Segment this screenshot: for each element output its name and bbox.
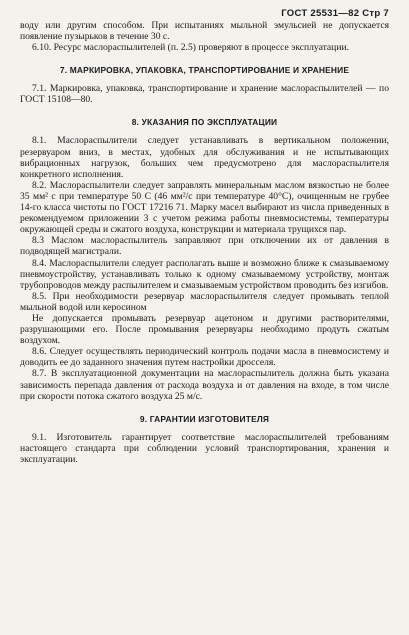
section-7-title: 7. МАРКИРОВКА, УПАКОВКА, ТРАНСПОРТИРОВАНИЕ И ХРАНЕНИЕ bbox=[59, 65, 350, 76]
section-8-title: 8. УКАЗАНИЯ ПО ЭКСПЛУАТАЦИИ bbox=[131, 117, 278, 128]
paragraph-7-1: 7.1. Маркировка, упаковка, транспортирование и хранение маслораспылителей — по ГОСТ 15108—80. bbox=[20, 83, 389, 106]
paragraph-8-1: 8.1. Маслораспылители следует устанавливать в вертикальном положении, резервуаром вниз, в местах, удобных для обслуживания и не испытывающих вибрационных нагрузок, больших чем предусмотрено для маслораспылителя конкретного исполнения. bbox=[20, 135, 389, 180]
paragraph-8-5-note: Не допускается промывать резервуар ацетоном и другими растворителями, разрушающими его. После промывания резервуары необходимо продуть сжатым воздухом. bbox=[20, 312, 389, 347]
paragraph-8-5: 8.5. При необходимости резервуар маслораспылителя следует промывать теплой мыльной водой или керосином bbox=[20, 290, 389, 313]
paragraph-8-2: 8.2. Маслораспылители следует заправлять минеральным маслом вязкостью не более 35 мм² с при температуре 50 С (46 мм²/с при температуре 40°С), очищенным не грубее 14-го класса чистоты по ГОСТ 17216 71. Марку масел выбирают из числа приведенных в рекомендуемом приложении 3 с учетом режима работы пневмосистемы, температуры окружающей среды и сжатого воздуха, конструкции и материала трущихся пар. bbox=[20, 179, 389, 236]
paragraph-8-7: 8.7. В эксплуатационной документации на маслораспылитель должна быть указана зависимость перепада давления от расхода воздуха и от давления на входе, в том числе при скорости потока сжатого воздуха 25 м/с. bbox=[20, 368, 389, 402]
paragraph-8-3: 8.3 Маслом маслораспылитель заправляют при отключении их от давления в подводящей магистрали. bbox=[20, 235, 389, 258]
paragraph-8-6: 8.6. Следует осуществлять периодический контроль подачи масла в пневмосистему и доводить ее до заданного значения путем настройки дросселя. bbox=[20, 346, 389, 369]
paragraph-6-9-end: воду или другим способом. При испытаниях мыльной эмульсией не допускается появление пузырьков в течение 30 с. bbox=[20, 20, 389, 43]
paragraph-8-4: 8.4. Маслораспылители следует располагать выше и возможно ближе к смазываемому пневмоустройству, устанавливать только к одному смазываемому устройству, монтаж трубопроводов между распылителем и смазываемым устройством проводить без изгибов. bbox=[20, 257, 389, 291]
paragraph-9-1: 9.1. Изготовитель гарантирует соответствие маслораспылителей требованиям настоящего стандарта при соблюдении условий транспортирования, хранения и эксплуатации. bbox=[20, 431, 389, 465]
paragraph-6-10: 6.10. Ресурс маслораспылителей (п. 2.5) проверяют в процессе эксплуатации. bbox=[32, 42, 349, 54]
section-9-title: 9. ГАРАНТИИ ИЗГОТОВИТЕЛЯ bbox=[139, 413, 270, 424]
page-header: ГОСТ 25531—82 Стр 7 bbox=[281, 8, 389, 19]
